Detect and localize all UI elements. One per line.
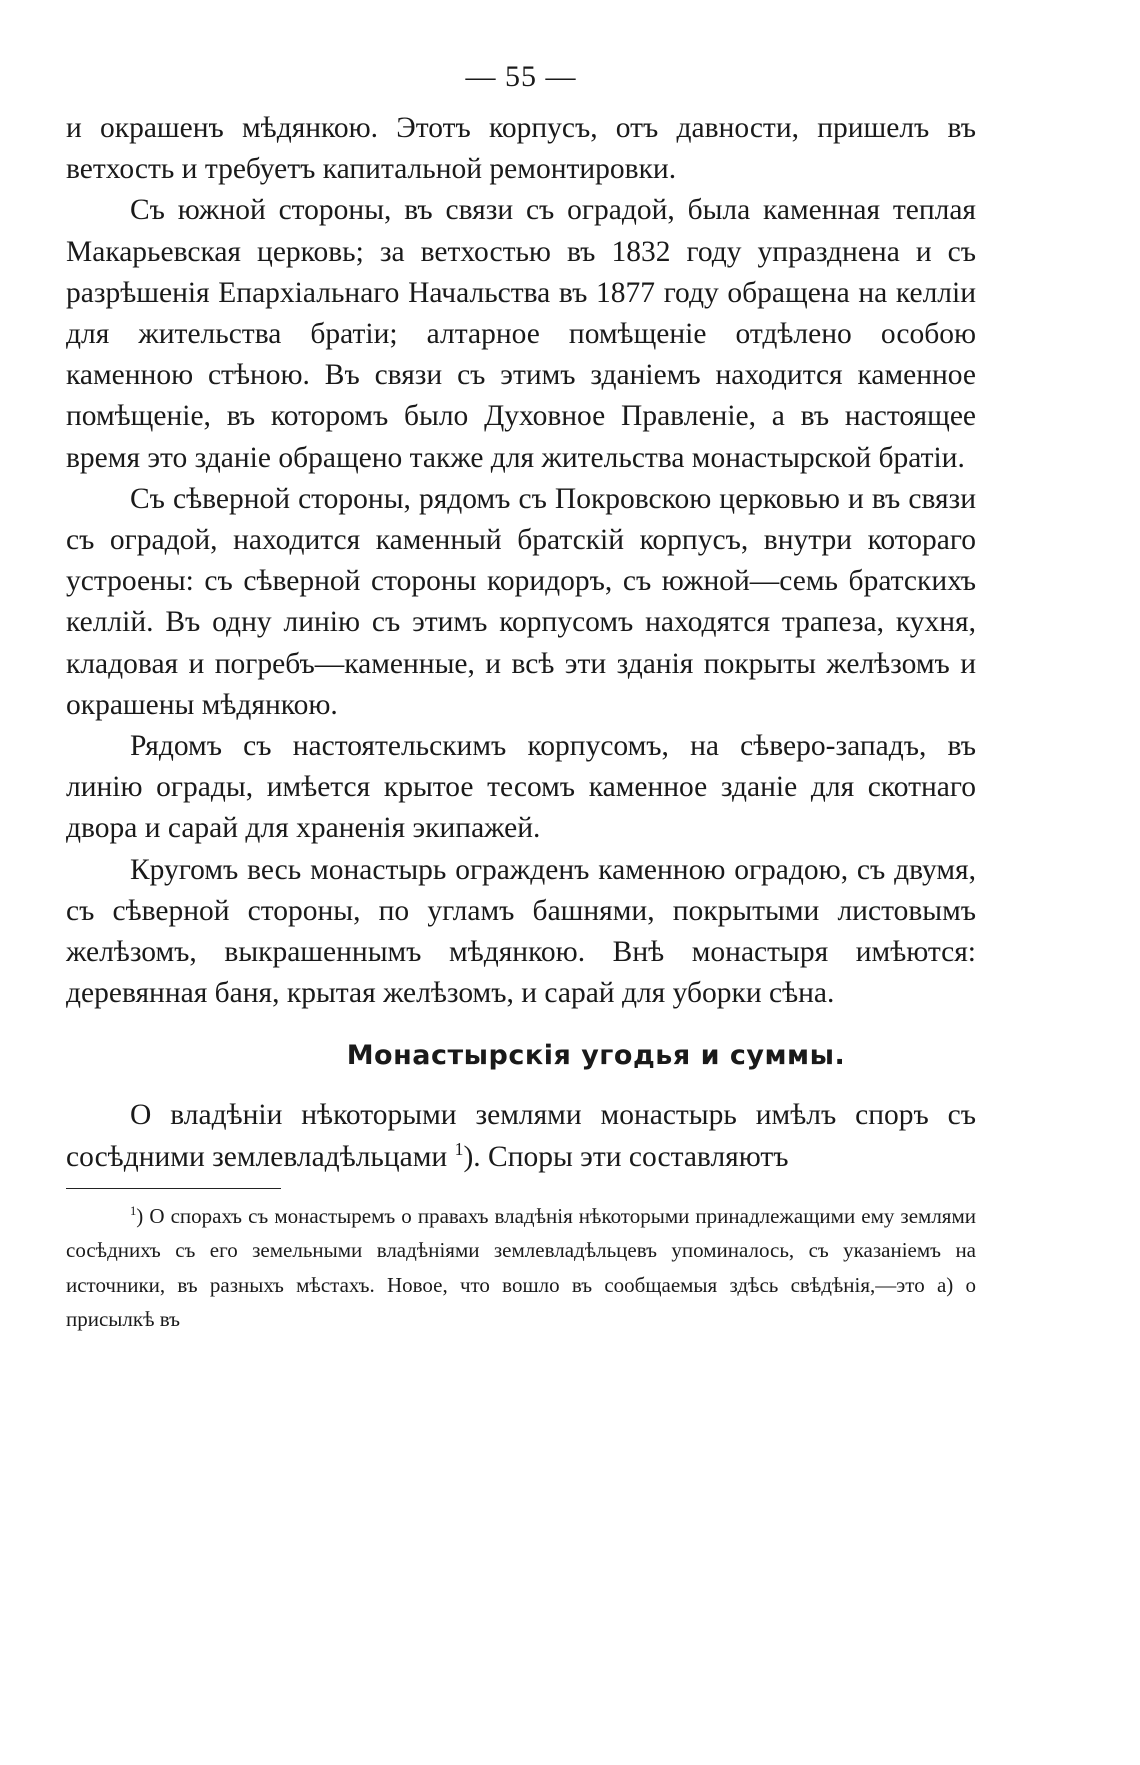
footnote [66,1199,976,1337]
document-page [66,60,976,1337]
footnote-marker: 1 [130,1203,137,1218]
paragraph-monastery-wall: Кругомъ весь монастырь огражденъ каменною оградою, съ двумя, съ сѣверной стороны, по угламъ башнями, покрытыми листовымъ желѣзомъ, выкрашеннымъ мѣдянкою. Внѣ монастыря имѣются: деревянная баня, крытая желѣзомъ, и сарай для уборки сѣна. [66,853,976,1010]
section-heading: Монастырскія угодья и суммы. [346,1040,846,1072]
land-disputes-text-after: ). Споры эти составляютъ [463,1140,789,1173]
paragraph-north-side: Съ сѣверной стороны, рядомъ съ Покровскою церковью и въ связи съ оградой, находится каменный братскій корпусъ, внутри котораго устроены: съ сѣверной стороны коридоръ, съ южной—семь братскихъ келлій. Въ одну линію съ этимъ корпусомъ находятся трапеза, кухня, кладовая и погребъ—каменные, и всѣ эти зданія покрыты желѣзомъ и окрашены мѣдянкою. [66,482,976,721]
footnote-marker-suffix: ) [136,1203,144,1228]
footnote-reference: 1 [454,1138,464,1159]
footnote-divider [66,1188,281,1189]
paragraph-south-side: Съ южной стороны, въ связи съ оградой, была каменная теплая Макарьевская церковь; за ветхостью въ 1832 году упразднена и съ разрѣшенія Епархіальнаго Начальства въ 1877 году обращена на келліи для жительства братіи; алтарное помѣщеніе отдѣлено особою каменною стѣною. Въ связи съ этимъ зданіемъ находится каменное помѣщеніе, въ которомъ было Духовное Правленіе, а въ настоящее время это зданіе обращено также для жительства монастырской братіи. [66,194,976,474]
paragraph-continuation: и окрашенъ мѣдянкою. Этотъ корпусъ, отъ давности, пришелъ въ ветхость и требуетъ капитальной ремонтировки. [66,112,976,186]
paragraph-land-disputes [66,1095,976,1177]
paragraph-rector-building: Рядомъ съ настоятельскимъ корпусомъ, на сѣверо-западъ, въ линію ограды, имѣется крытое тесомъ каменное зданіе для скотнаго двора и сарай для храненія экипажей. [66,730,976,845]
page-number: — 55 — [465,60,577,93]
land-disputes-text: О владѣніи нѣкоторыми землями монастырь имѣлъ споръ съ сосѣдними землевладѣльцами [66,1099,976,1173]
footnote-text: О спорахъ съ монастыремъ о правахъ владѣнія нѣкоторыми принадлежащими ему землями сосѣднихъ съ его земельными владѣніями землевладѣльцевъ упоминалось, съ указаніемъ на источники, въ разныхъ мѣстахъ. Новое, что вошло въ сообщаемыя здѣсь свѣдѣнія,—это а) о присылкѣ въ [66,1203,976,1332]
